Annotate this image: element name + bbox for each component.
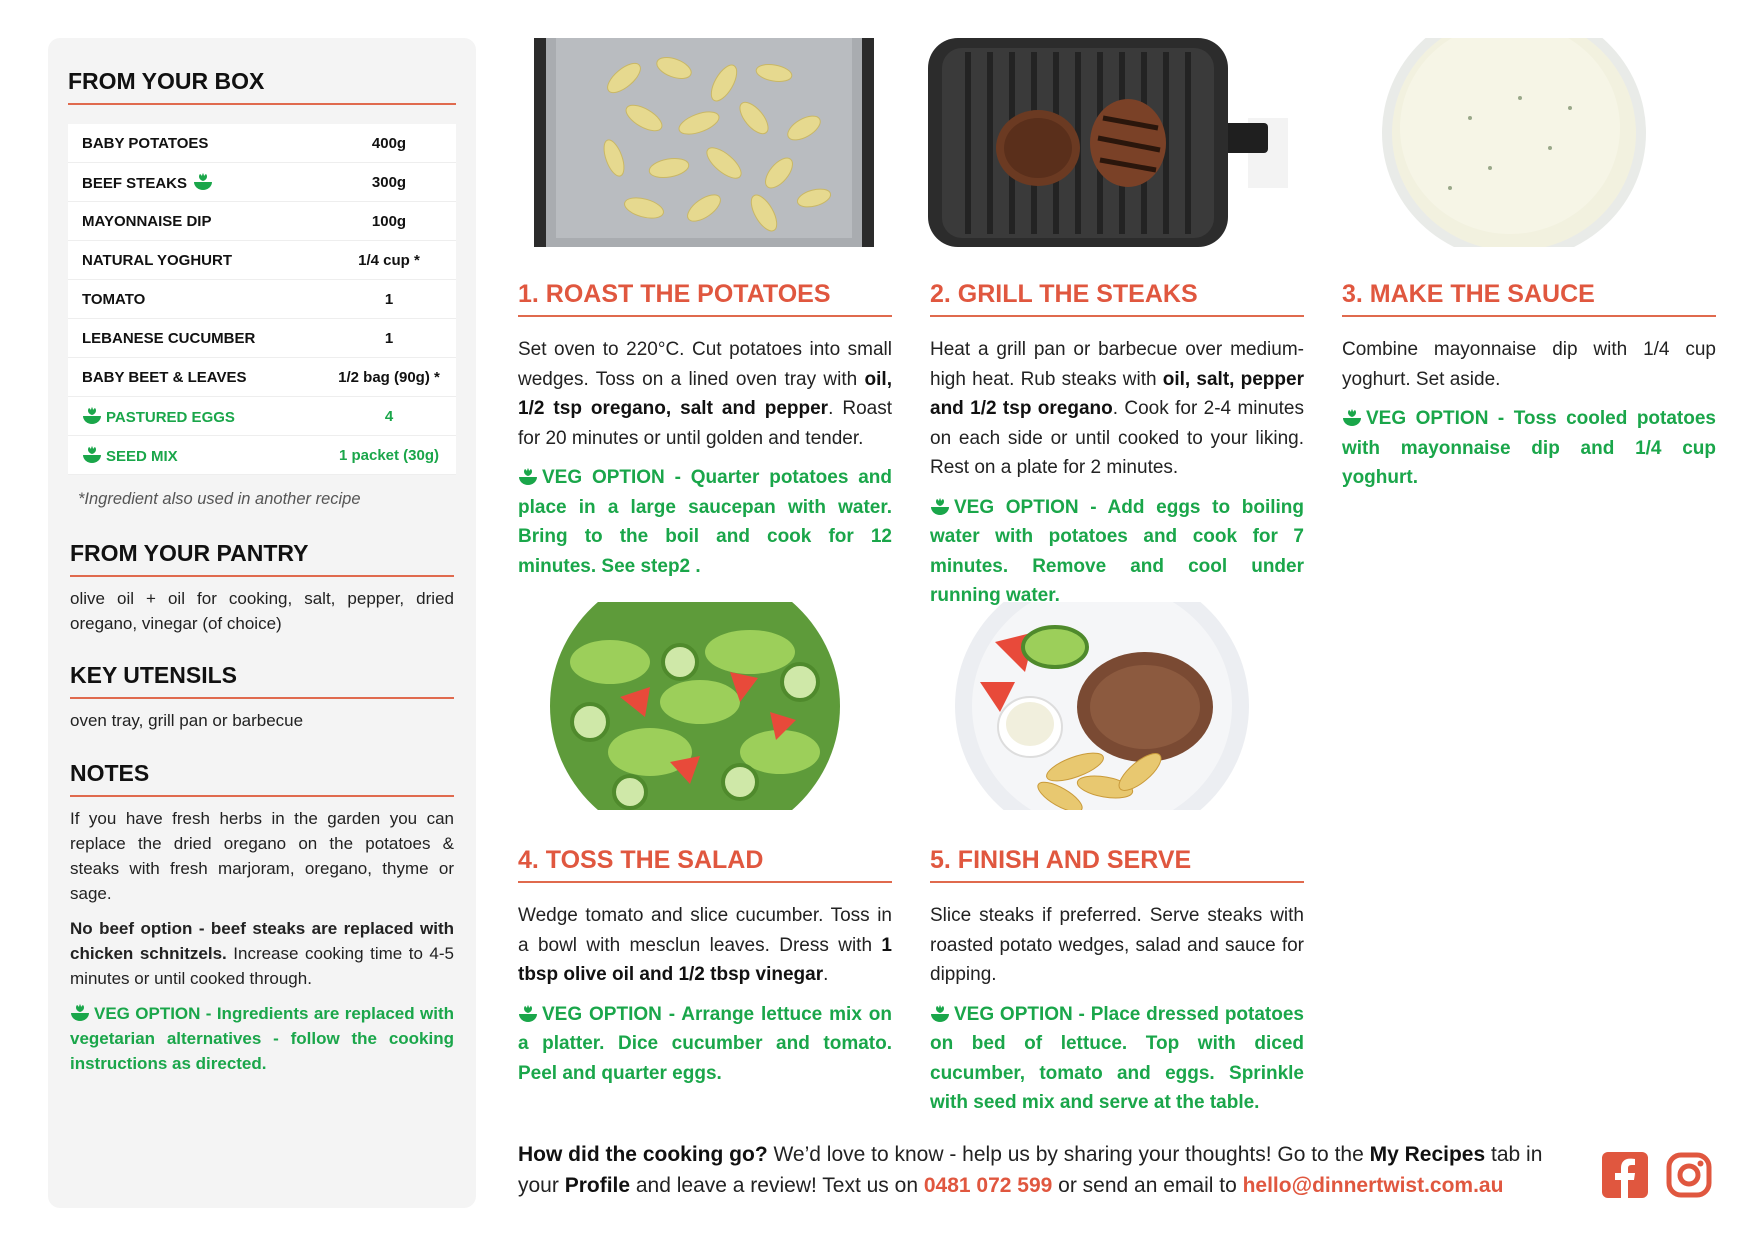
ingredient-name: BEEF STEAKS — [82, 174, 188, 192]
footer-question: How did the cooking go? — [518, 1143, 768, 1166]
table-row — [68, 319, 456, 358]
table-row — [68, 163, 456, 202]
sauce-photo — [1380, 38, 1648, 247]
facebook-icon[interactable] — [1602, 1152, 1648, 1198]
ingredient-name: TOMATO — [68, 280, 322, 319]
step-3-title: 3. MAKE THE SAUCE — [1342, 280, 1716, 317]
table-row — [68, 280, 456, 319]
pantry-heading: FROM YOUR PANTRY — [70, 540, 454, 577]
step-4-title: 4. TOSS THE SALAD — [518, 846, 892, 883]
table-row — [68, 124, 456, 163]
ingredient-qty: 4 — [322, 397, 456, 436]
utensils-list: oven tray, grill pan or barbecue — [70, 711, 304, 730]
profile-link-text: Profile — [564, 1174, 631, 1197]
salad-photo — [550, 602, 840, 810]
step-2-title: 2. GRILL THE STEAKS — [930, 280, 1304, 317]
table-row — [68, 202, 456, 241]
step-5-instructions: Slice steaks if preferred. Serve steaks with roasted potato wedges, salad and sauce for dipping. — [930, 905, 1304, 985]
step-2-veg-option — [930, 493, 1304, 611]
step-3-body — [1342, 335, 1716, 503]
leaf-bowl-icon — [193, 173, 213, 191]
ingredient-name: BABY POTATOES — [68, 124, 322, 163]
leaf-bowl-icon — [1342, 409, 1362, 427]
ingredient-qty: 400g — [322, 124, 456, 163]
ingredient-cell — [68, 163, 322, 202]
ingredients-sidebar — [48, 38, 476, 1208]
roast-potatoes-photo — [534, 38, 874, 247]
ingredient-qty: 1 packet (30g) — [322, 436, 456, 475]
ingredient-qty: 1 — [322, 280, 456, 319]
step-text: Heat a grill pan or barbecue over medium-high heat. Rub steaks with — [930, 339, 1304, 390]
feedback-footer — [518, 1139, 1578, 1201]
step-text: . Cook for 2-4 minutes on each side or until cooked to your liking. Rest on a plate for 2 minutes. — [930, 398, 1304, 478]
ingredient-name: PASTURED EGGS — [106, 408, 235, 426]
notes-bold: No beef option - beef steaks are replaced with chicken schnitzels. — [70, 919, 454, 963]
ingredient-name: NATURAL YOGHURT — [68, 241, 322, 280]
step-1-title: 1. ROAST THE POTATOES — [518, 280, 892, 317]
veg-text: VEG OPTION - Quarter potatoes and place in a large saucepan with water. Bring to the boil and cook for 12 minutes. See step2 . — [518, 467, 892, 577]
utensils-text — [70, 708, 454, 743]
veg-text: VEG OPTION - Arrange lettuce mix on a platter. Dice cucumber and tomato. Peel and quarter eggs. — [518, 1003, 892, 1084]
step-text: . — [823, 964, 829, 985]
step-bold: oil, salt, pepper and 1/2 tsp oregano — [930, 368, 1304, 419]
footer-text: tab in your — [518, 1143, 1543, 1197]
veg-text: VEG OPTION - Add eggs to boiling water with potatoes and cook for 7 minutes. Remove and cool under running water. — [930, 496, 1304, 606]
notes-heading: NOTES — [70, 760, 454, 797]
step-2-body — [930, 335, 1304, 621]
step-3-instructions: Combine mayonnaise dip with 1/4 cup yoghurt. Set aside. — [1342, 339, 1716, 390]
phone-link[interactable]: 0481 072 599 — [923, 1174, 1053, 1197]
step-4-veg-option — [518, 1000, 892, 1089]
ingredient-name: MAYONNAISE DIP — [68, 202, 322, 241]
email-link[interactable]: hello@dinnertwist.com.au — [1242, 1174, 1504, 1197]
leaf-bowl-icon — [930, 1005, 950, 1023]
table-row — [68, 358, 456, 397]
veg-text: VEG OPTION - Ingredients are replaced with vegetarian alternatives - follow the cooking instructions as directed. — [70, 1004, 454, 1073]
notes-paragraph: If you have fresh herbs in the garden you can replace the dried oregano on the potatoes & steaks with fresh marjoram, oregano, thyme or sage. — [70, 809, 454, 903]
leaf-bowl-icon — [82, 446, 102, 464]
step-text: Wedge tomato and slice cucumber. Toss in a bowl with mesclun leaves. Dress with — [518, 905, 892, 956]
from-your-box-heading: FROM YOUR BOX — [68, 68, 456, 105]
table-row — [68, 436, 456, 475]
ingredient-qty: 1/2 bag (90g) * — [322, 358, 456, 397]
step-2-instructions — [930, 335, 1304, 483]
leaf-bowl-icon — [518, 468, 538, 486]
leaf-bowl-icon — [70, 1004, 90, 1022]
leaf-bowl-icon — [930, 498, 950, 516]
step-1-veg-option — [518, 463, 892, 581]
my-recipes-link-text: My Recipes — [1369, 1143, 1486, 1166]
footer-text: or send an email to — [1052, 1174, 1243, 1197]
ingredient-qty: 300g — [322, 163, 456, 202]
notes-text — [70, 806, 454, 1086]
veg-text: VEG OPTION - Place dressed potatoes on bed of lettuce. Top with diced cucumber, tomato and eggs. Sprinkle with seed mix and serve at the table. — [930, 1003, 1304, 1113]
table-row — [68, 397, 456, 436]
step-text: . Roast for 20 minutes or until golden and tender. — [518, 398, 892, 449]
ingredient-qty: 100g — [322, 202, 456, 241]
pantry-list: olive oil + oil for cooking, salt, pepper, dried oregano, vinegar (of choice) — [70, 589, 454, 633]
ingredient-qty: 1 — [322, 319, 456, 358]
notes-rest: Increase cooking time to 4-5 minutes or until cooked through. — [70, 944, 454, 988]
step-1-body — [518, 335, 892, 591]
step-text: Set oven to 220°C. Cut potatoes into small wedges. Toss on a lined oven tray with — [518, 339, 892, 390]
footnote: *Ingredient also used in another recipe — [78, 490, 361, 508]
step-bold: 1 tbsp olive oil and 1/2 tbsp vinegar — [518, 934, 892, 985]
notes-veg-option — [70, 1001, 454, 1076]
step-5-body — [930, 901, 1304, 1128]
grill-steaks-photo — [928, 38, 1288, 247]
notes-no-beef — [70, 916, 454, 991]
step-4-instructions — [518, 901, 892, 990]
table-row — [68, 241, 456, 280]
footer-text: and leave a review! Text us on — [630, 1174, 924, 1197]
ingredient-qty: 1/4 cup * — [322, 241, 456, 280]
ingredient-name: SEED MIX — [106, 447, 178, 465]
ingredient-cell — [68, 436, 322, 475]
step-3-veg-option — [1342, 404, 1716, 493]
step-4-body — [518, 901, 892, 1098]
leaf-bowl-icon — [82, 407, 102, 425]
ingredient-name: LEBANESE CUCUMBER — [68, 319, 322, 358]
finished-plate-photo — [955, 602, 1250, 810]
ingredient-name: BABY BEET & LEAVES — [68, 358, 322, 397]
leaf-bowl-icon — [518, 1005, 538, 1023]
ingredients-table — [68, 124, 456, 475]
instagram-icon[interactable] — [1666, 1152, 1712, 1198]
utensils-heading: KEY UTENSILS — [70, 662, 454, 699]
ingredient-cell — [68, 397, 322, 436]
step-bold: oil, 1/2 tsp oregano, salt and pepper — [518, 368, 892, 419]
step-5-title: 5. FINISH AND SERVE — [930, 846, 1304, 883]
veg-text: VEG OPTION - Toss cooled potatoes with mayonnaise dip and 1/4 cup yoghurt. — [1342, 408, 1716, 488]
pantry-text — [70, 586, 454, 646]
footer-text: We’d love to know - help us by sharing your thoughts! Go to the — [767, 1143, 1370, 1166]
step-5-veg-option — [930, 1000, 1304, 1118]
step-1-instructions — [518, 335, 892, 453]
